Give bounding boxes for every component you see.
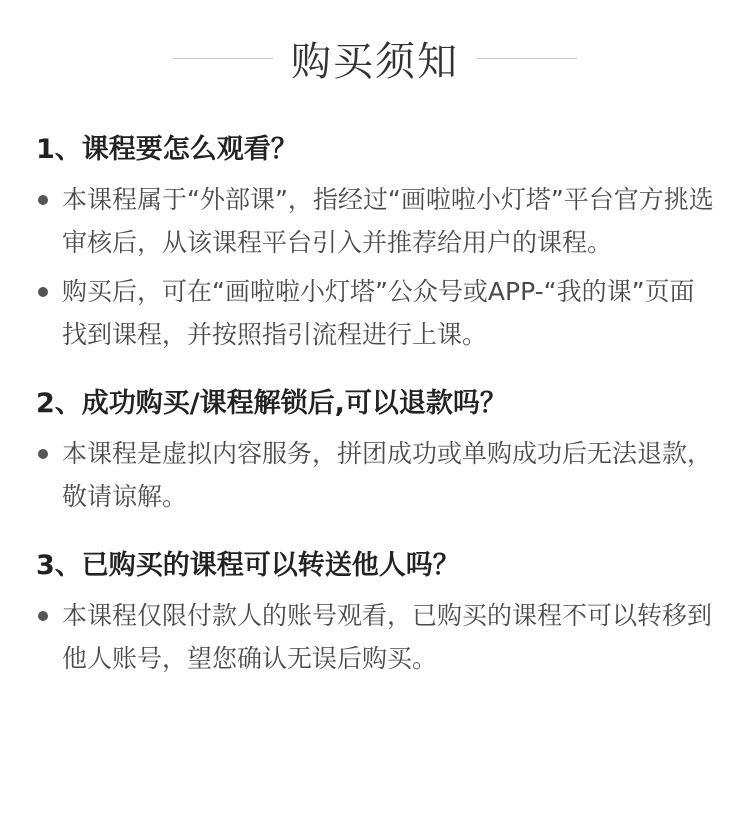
bullet-dot-icon xyxy=(38,287,48,297)
bullet-dot-icon xyxy=(38,195,48,205)
bullet-dot-icon xyxy=(38,611,48,621)
faq-answer-item xyxy=(36,594,716,680)
header-divider-left xyxy=(173,58,273,59)
faq-answer-text: 购买后，可在“画啦啦小灯塔”公众号或APP-“我的课”页面找到课程，并按照指引流程进行上课。 xyxy=(62,277,695,349)
faq-section-viewing xyxy=(36,130,716,356)
faq-answer-item xyxy=(36,178,716,264)
faq-answer-text: 本课程属于“外部课”，指经过“画啦啦小灯塔”平台官方挑选审核后，从该课程平台引入并推荐给用户的课程。 xyxy=(62,185,714,257)
faq-question: 1、课程要怎么观看？ xyxy=(36,134,298,165)
faq-question: 3、已购买的课程可以转送他人吗？ xyxy=(36,550,460,581)
faq-section-transfer xyxy=(36,546,716,680)
faq-answer-item xyxy=(36,270,716,356)
bullet-dot-icon xyxy=(38,449,48,459)
faq-section-refund xyxy=(36,384,716,518)
faq-answer-text: 本课程是虚拟内容服务，拼团成功或单购成功后无法退款，敬请谅解。 xyxy=(62,439,713,511)
page-title: 购买须知 xyxy=(291,38,459,85)
faq-answer-text: 本课程仅限付款人的账号观看，已购买的课程不可以转移到他人账号，望您确认无误后购买。 xyxy=(62,601,713,673)
page-header xyxy=(0,28,750,88)
header-divider-right xyxy=(477,58,577,59)
faq-question: 2、成功购买/课程解锁后,可以退款吗？ xyxy=(36,388,507,419)
faq-answer-item xyxy=(36,432,716,518)
faq-list xyxy=(36,130,716,708)
